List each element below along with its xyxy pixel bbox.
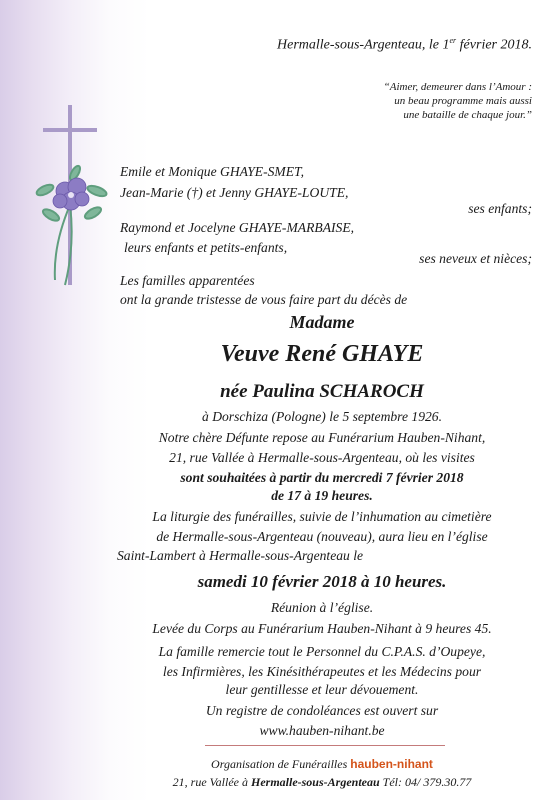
register-website: www.hauben-nihant.be [259, 723, 385, 738]
liturgy-line: de Hermalle-sous-Argenteau (nouveau), aura lieu en l’église [156, 529, 488, 544]
thanks-line: les Infirmières, les Kinésithérapeutes et les Médecins pour [162, 664, 482, 679]
quote-line: une bataille de chaque jour.” [403, 109, 532, 121]
relation-label: ses neveux et nièces; [419, 251, 532, 266]
date-line: Hermalle-sous-Argenteau, le 1er février 2018. [277, 36, 532, 53]
family-line: leurs enfants et petits-enfants, [124, 240, 288, 255]
cross-flower-decoration-icon [25, 95, 115, 295]
visit-line: Notre chère Défunte repose au Funérarium Hauben-Nihant, [158, 430, 486, 445]
quote-line: “Aimer, demeurer dans l’Amour : [383, 81, 532, 93]
brand-logo: hauben-nihant [350, 757, 433, 771]
family-line: Emile et Monique GHAYE-SMET, [120, 164, 304, 179]
register-line: Un registre de condoléances est ouvert sur [205, 703, 439, 718]
birth-line: à Dorschiza (Pologne) le 5 septembre 1926. [202, 409, 442, 424]
relation-label: ses enfants; [468, 201, 532, 216]
liturgy-line: La liturgie des funérailles, suivie de l’inhumation au cimetière [152, 509, 492, 524]
deceased-birth-name: née Paulina SCHAROCH [220, 381, 424, 402]
deceased-name: Veuve René GHAYE [220, 341, 424, 367]
visit-line: 21, rue Vallée à Hermalle-sous-Argenteau, où les visites [169, 450, 475, 465]
quote [384, 80, 532, 122]
quote-line: un beau programme mais aussi [394, 95, 532, 107]
family-line: Jean-Marie (†) et Jenny GHAYE-LOUTE, [120, 185, 349, 200]
levee-line: Levée du Corps au Funérarium Hauben-Nihant à 9 heures 45. [152, 621, 492, 636]
announcement-line: ont la grande tristesse de vous faire part du décès de [120, 292, 408, 307]
visit-line: de 17 à 19 heures. [271, 488, 373, 503]
thanks-line: leur gentillesse et leur dévouement. [225, 682, 419, 697]
funeral-date: samedi 10 février 2018 à 10 heures. [197, 572, 447, 591]
deceased-title: Madame [289, 312, 355, 332]
meeting-line: Réunion à l’église. [270, 600, 374, 615]
liturgy-line: Saint-Lambert à Hermalle-sous-Argenteau le [117, 548, 364, 563]
footer-organisation: Organisation de Funérailles hauben-nihant [211, 757, 433, 771]
family-line: Les familles apparentées [120, 273, 255, 288]
visit-line: sont souhaitées à partir du mercredi 7 février 2018 [180, 470, 464, 485]
footer-address: 21, rue Vallée à Hermalle-sous-Argenteau Tél: 04/ 379.30.77 [172, 775, 472, 789]
thanks-line: La famille remercie tout le Personnel du C.P.A.S. d’Oupeye, [158, 644, 486, 659]
footer-divider [205, 745, 445, 746]
family-line: Raymond et Jocelyne GHAYE-MARBAISE, [120, 220, 355, 235]
